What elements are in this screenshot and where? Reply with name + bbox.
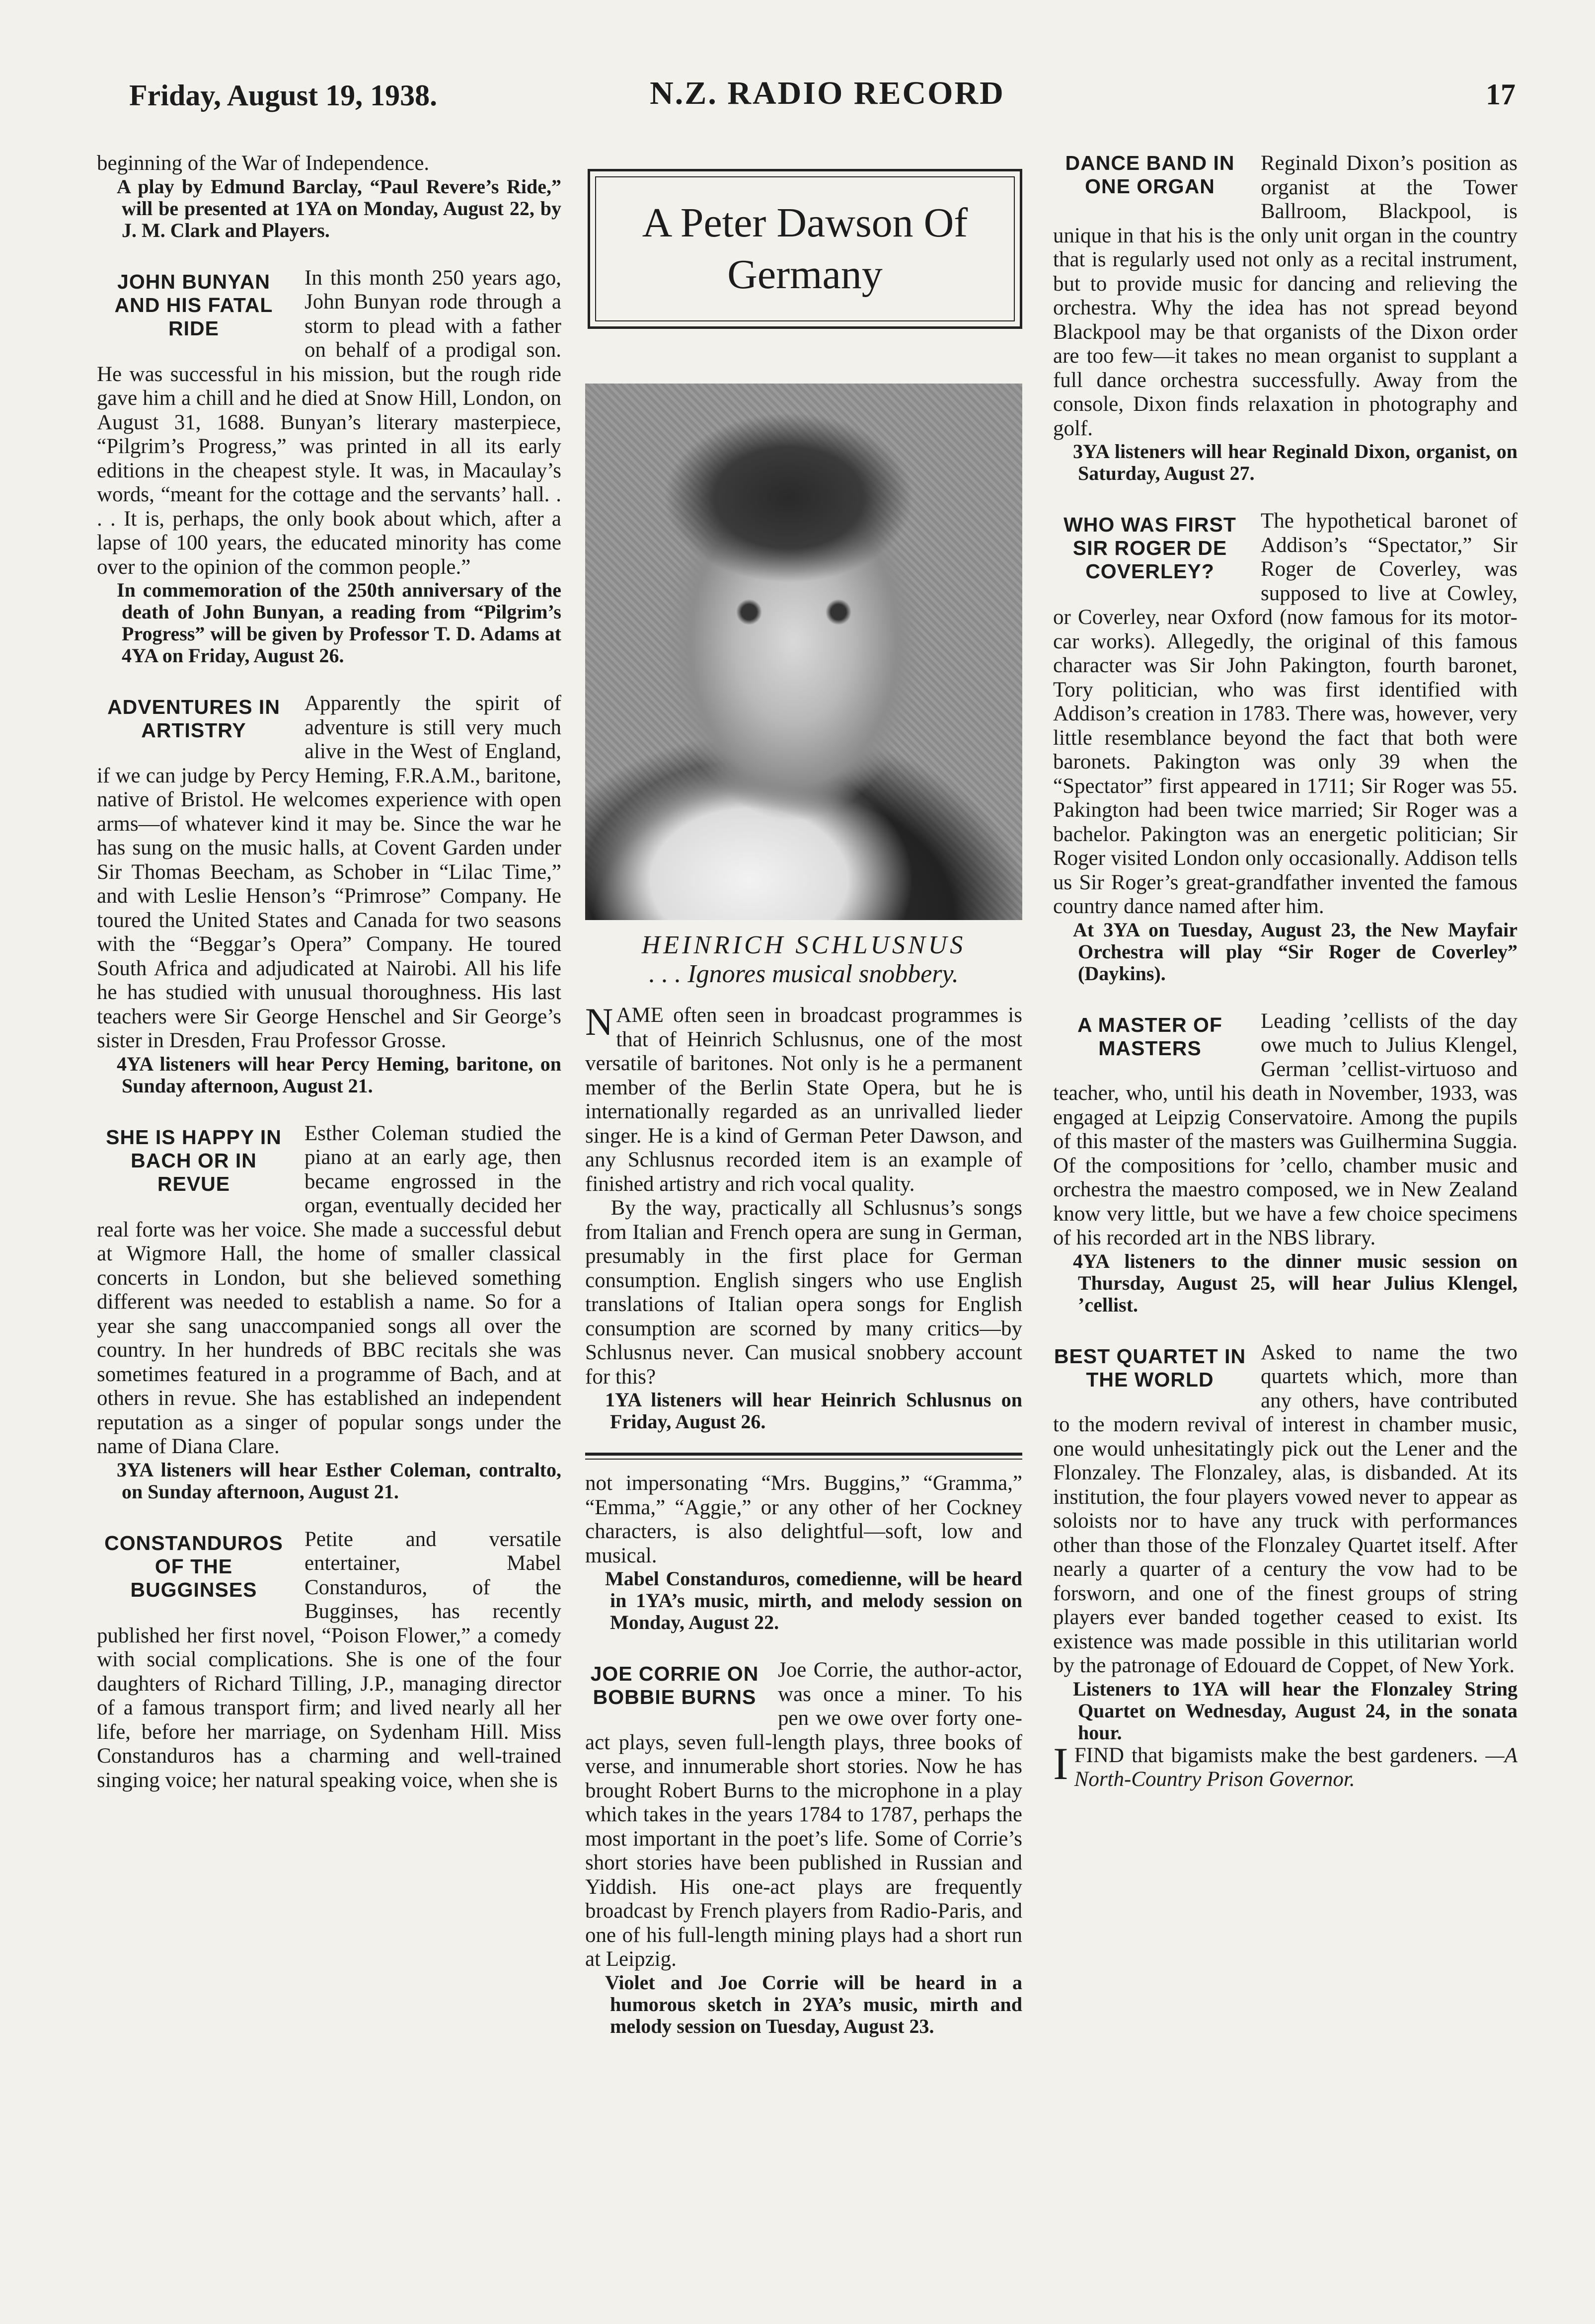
quip-attribution: —A North-Country Prison Governor. <box>1074 1743 1518 1791</box>
feature-title-box <box>588 169 1022 329</box>
feature-title: A Peter Dawson Of Germany <box>595 176 1015 321</box>
section-heading: CONSTANDUROS OF THE BUGGINSES <box>104 1531 283 1601</box>
column-left <box>97 152 561 1792</box>
section-body: Asked to name the two quartets which, more than any others, have contributed to the modern revival of interest in chamber music, one would unhesitatingly pick out the Lener and the Flonzaley. The Flonzaley, alas, is disbanded. At its institution, the four players vowed never to appear as soloists nor to have any truck with performances other than those of the Flonzaley Quartet itself. After nearly a quarter of a century the vow had to be forsworn, and one of the finest groups of string players ever banded together ceased to exist. Its existence was made possible in this utilitarian world by the patronage of Edouard de Coppet, of New York. <box>1053 1340 1518 1677</box>
portrait-detail <box>719 597 868 627</box>
section-body: Petite and versatile entertainer, Mabel Constanduros, of the Bugginses, has recently published her first novel, “Poison Flower,” a comedy with social complications. She is one of the four daughters of Richard Tilling, J.P., managing director of a famous transport firm; and lived nearly all her life, before her marriage, on Sydenham Hill. Miss Constanduros has a charming and well-trained singing voice; her natural speaking voice, when she is <box>97 1527 561 1792</box>
section-corrie <box>585 1658 1022 2037</box>
section-body: Leading ’cellists of the day owe much to Julius Klengel, German ’cellist-virtuoso and teacher, who, until his death in November, 1933, was engaged at Leipzig Conservatoire. Among the pupils of this master of the masters was Guilhermina Suggia. Of the compositions for ’cello, chamber music and orchestra the maestro composed, we in New Zealand know very little, but we have a few choice specimens of his recorded art in the NBS library. <box>1053 1009 1518 1249</box>
drop-cap: N <box>585 1000 613 1043</box>
caption-name: HEINRICH SCHLUSNUS <box>641 931 966 959</box>
section-heading: JOHN BUNYAN AND HIS FATAL RIDE <box>114 270 273 340</box>
drop-cap: I <box>1053 1738 1068 1789</box>
section-dance-band <box>1053 152 1518 484</box>
column-right <box>1053 152 1518 1792</box>
section-artistry <box>97 692 561 1097</box>
section-heading: WHO WAS FIRST SIR ROGER DE COVERLEY? <box>1063 513 1236 583</box>
section-body: Apparently the spirit of adventure is still very much alive in the West of England, if we can judge by Percy Heming, F.R.A.M., baritone, native of Bristol. He welcomes experience with open arms—of whatever kind it may be. Since the war he has sung on the music halls, at Covent Garden under Sir Thomas Beecham, as Schober in “Lilac Time,” and with Leslie Henson’s “Primrose” Company. He toured the United States and Canada for two seasons with the “Beggar’s Opera” Company. He toured South Africa and adjudicated at Nairobi. All his life he has studied with unusual thoroughness. His last teachers were Sir George Henschel and Sir George’s sister in Dresden, Frau Professor Grosse. <box>97 692 561 1052</box>
portrait-photo <box>585 384 1022 920</box>
section-coleman <box>97 1122 561 1503</box>
bigamist-quip <box>1053 1738 1518 1792</box>
section-heading: BEST QUARTET IN THE WORLD <box>1054 1344 1246 1391</box>
intro-notice: A play by Edmund Barclay, “Paul Revere’s Ride,” will be presented at 1YA on Monday, August 22, by J. M. Clark and Players. <box>117 175 561 241</box>
section-notice: Violet and Joe Corrie will be heard in a humorous sketch in 2YA’s music, mirth and melody session on Tuesday, August 23. <box>605 1971 1022 2037</box>
section-coverley <box>1053 509 1518 985</box>
section-body: In this month 250 years ago, John Bunyan rode through a storm to plead with a father on behalf of a prodigal son. He was successful in his mission, but the rough ride gave him a chill and he died at Snow Hill, London, on August 31, 1688. Bunyan’s literary masterpiece, “Pilgrim’s Progress,” was printed in all its early editions in the cheapest style. It was, in Macaulay’s words, “meant for the cottage and the servants’ hall. . . . It is, perhaps, the only book about which, after a lapse of 100 years, the educated minority has come over to the opinion of the common people.” <box>97 266 561 579</box>
section-notice: 3YA listeners will hear Reginald Dixon, organist, on Saturday, August 27. <box>1073 440 1518 484</box>
constanduros-notice: Mabel Constanduros, comedienne, will be heard in 1YA’s music, mirth, and melody session on Monday, August 22. <box>605 1567 1022 1633</box>
caption-subtitle: . . . Ignores musical snobbery. <box>649 960 959 988</box>
feature-text: AME often seen in broadcast programmes is that of Heinrich Schlusnus, one of the most versatile of baritones. Not only is he a permanent member of the Berlin State Opera, but he is internationally regarded as an unrivalled lieder singer. He is a kind of German Peter Dawson, and any Schlusnus recorded item is an example of finished artistry and rich vocal quality. <box>585 1004 1022 1196</box>
section-body: The hypothetical baronet of Addison’s “Spectator,” Sir Roger de Coverley, was supposed to live at Cowley, or Coverley, near Oxford (now famous for its motor-car works). Allegedly, the original of this famous character was Sir John Pakington, fourth baronet, Tory politician, who was first identified with Addison’s creation in 1783. There was, however, very little resemblance beyond the fact that both were baronets. Pakington was only 39 when the “Spectator” first appeared in 1711; Sir Roger was 55. Pakington had been twice married; Sir Roger was a bachelor. Pakington was an energetic politician; Sir Roger visited London only occasionally. Addison tells us Sir Roger’s great-grandfather invented the famous country dance named after him. <box>1053 509 1518 918</box>
section-heading: SHE IS HAPPY IN BACH OR IN REVUE <box>106 1125 282 1195</box>
section-notice: 4YA listeners to the dinner music session on Thursday, August 25, will hear Julius Klengel, ’cellist. <box>1073 1249 1518 1316</box>
section-notice: Listeners to 1YA will hear the Flonzaley String Quartet on Wednesday, August 24, in the sonata hour. <box>1073 1677 1518 1744</box>
section-notice: 4YA listeners will hear Percy Heming, baritone, on Sunday afternoon, August 21. <box>117 1052 561 1097</box>
feature-notice: 1YA listeners will hear Heinrich Schlusnus on Friday, August 26. <box>605 1389 1022 1433</box>
photo-caption <box>585 931 1022 989</box>
section-heading: ADVENTURES IN ARTISTRY <box>107 696 280 742</box>
section-notice: At 3YA on Tuesday, August 23, the New Mayfair Orchestra will play “Sir Roger de Coverley” (Daykins). <box>1073 918 1518 985</box>
section-heading: DANCE BAND IN ONE ORGAN <box>1065 152 1235 198</box>
section-body: Reginald Dixon’s position as organist at the Tower Ballroom, Blackpool, is unique in that his is the only unit organ in the country that is regularly used not only as a recital instrument, but to provide music for dancing and relieving the orchestra. Why the idea has not spread beyond Blackpool may be that organists of the Dixon order are too few—it takes no mean organist to supplant a full dance orchestra successfully. Away from the console, Dixon finds relaxation in photography and golf. <box>1053 152 1518 440</box>
feature-paragraph <box>585 1000 1022 1196</box>
section-heading: A MASTER OF MASTERS <box>1077 1013 1222 1060</box>
issue-date: Friday, August 19, 1938. <box>129 79 438 112</box>
constanduros-continued: not impersonating “Mrs. Buggins,” “Gramma,” “Emma,” “Aggie,” or any other of her Cockney characters, is also delightful—soft, low and musical. <box>585 1472 1022 1567</box>
section-quartet <box>1053 1341 1518 1744</box>
section-body: Esther Coleman studied the piano at an early age, then became engrossed in the organ, eventually decided her real forte was her voice. She made a successful debut at Wigmore Hall, the home of smaller classical concerts in London, but she believed something different was needed to establish a name. So for a year she sang unaccompanied songs all over the country. In her hundreds of BBC recitals she was sometimes featured in a programme of Bach, and at others in revue. She has established an independent reputation as a singer of popular songs under the name of Diana Clare. <box>97 1121 561 1458</box>
intro-text: beginning of the War of Independence. <box>97 152 430 175</box>
page-number: 17 <box>1486 78 1516 111</box>
section-body: Joe Corrie, the author-actor, was once a miner. To his pen we owe over forty one-act plays, seven full-length plays, three books of verse, and innumerable short stories. Now he has brought Robert Burns to the microphone in a play which takes in the years 1784 to 1787, perhaps the most important in the poet’s life. Some of Corrie’s short stories have been published in Russian and Yiddish. His one-act plays are frequently broadcast by French players from Radio-Paris, and one of his full-length mining plays had a short run at Leipzig. <box>585 1658 1022 1971</box>
column-center <box>585 152 1022 2037</box>
section-bunyan <box>97 266 561 667</box>
section-heading: JOE CORRIE ON BOBBIE BURNS <box>590 1662 759 1708</box>
section-notice: 3YA listeners will hear Esther Coleman, contralto, on Sunday afternoon, August 21. <box>117 1458 561 1503</box>
section-klengel <box>1053 1009 1518 1316</box>
double-rule-divider <box>585 1453 1022 1460</box>
masthead: N.Z. RADIO RECORD <box>650 75 1005 111</box>
section-notice: In commemoration of the 250th anniversary of the death of John Bunyan, a reading from “Pilgrim’s Progress” will be given by Professor T. D. Adams at 4YA on Friday, August 26. <box>117 579 561 667</box>
feature-paragraph-2: By the way, practically all Schlusnus’s songs from Italian and French opera are sung in German, presumably in the first place for German consumption. English singers who use English translations of Italian opera songs for English consumption are scorned by many critics—by Schlusnus never. Can musical snobbery account for this? <box>585 1196 1022 1389</box>
section-constanduros <box>97 1528 561 1793</box>
quip-text: FIND that bigamists make the best gardeners. <box>1074 1743 1478 1767</box>
page-header <box>119 75 1535 119</box>
